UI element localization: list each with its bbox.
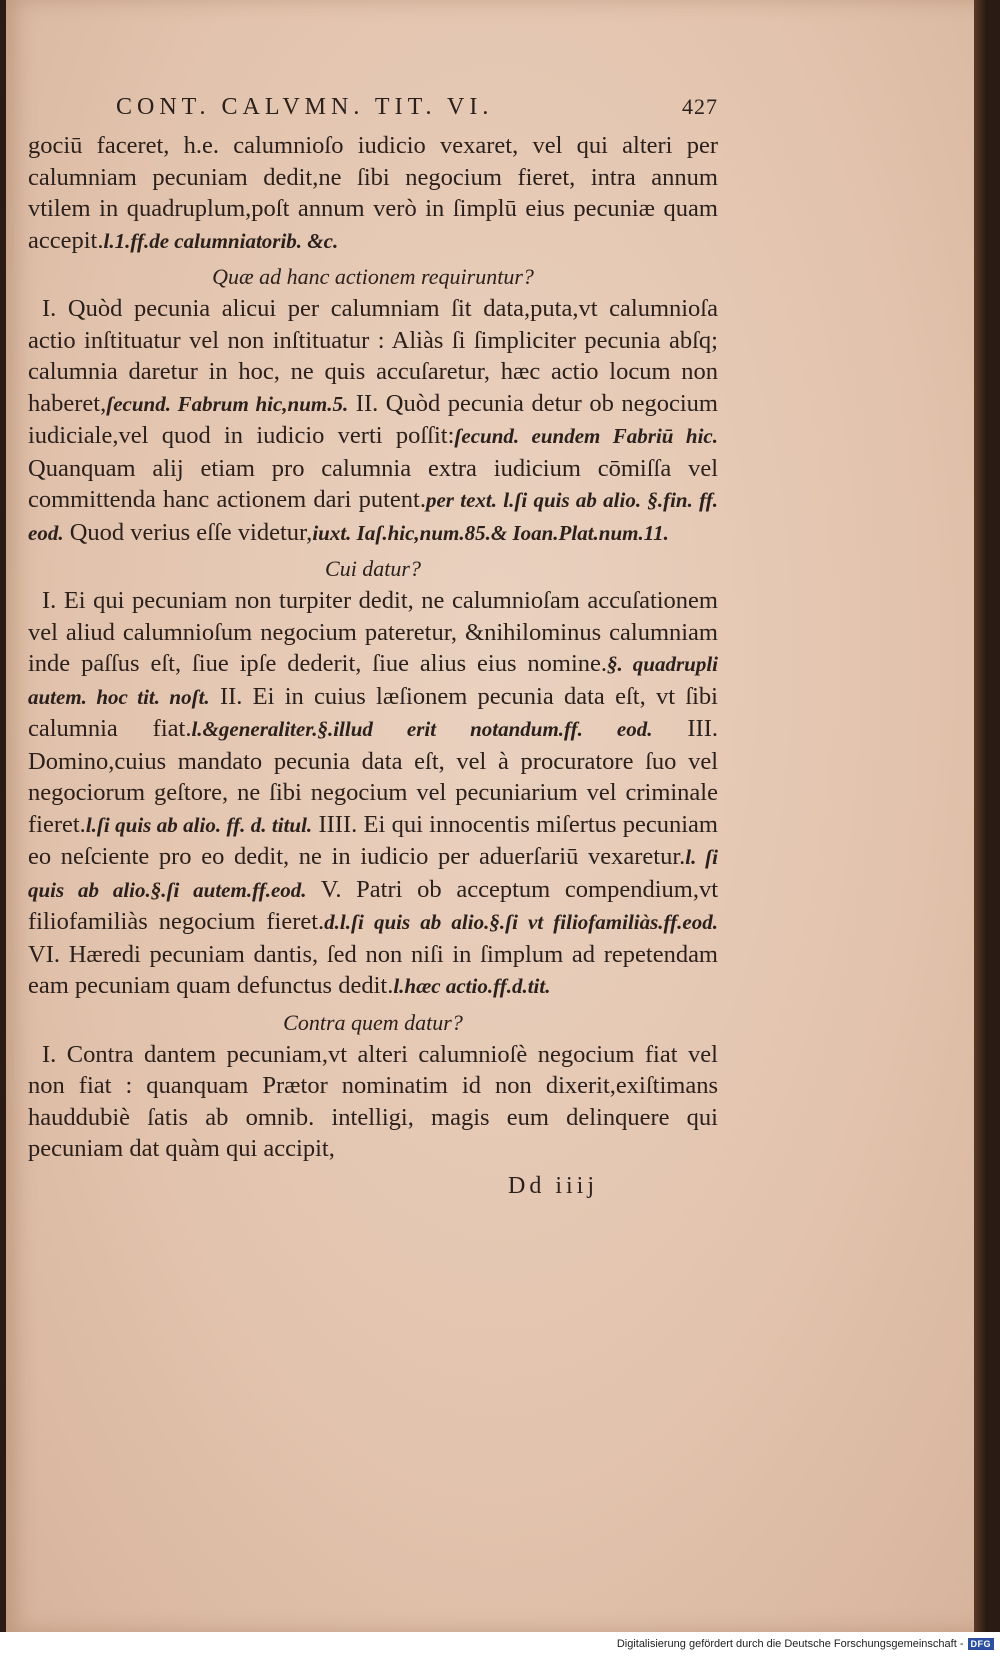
citation: d.l.ſi quis ab alio.§.ſi vt filiofamiliàs.ff.eod. xyxy=(324,910,718,934)
book-spine-edge xyxy=(974,0,988,1632)
book-page xyxy=(6,0,988,1632)
section-heading-requirements: Quæ ad hanc actionem requiruntur? xyxy=(212,264,534,289)
signature-mark: Dd iiij xyxy=(507,1172,598,1199)
paragraph-2-text-3: Quanquam alij etiam pro calumnia extra iudicium cōmiſſa vel committenda hanc actionem dari putent. xyxy=(28,454,718,513)
running-head xyxy=(28,94,718,130)
paragraph-3 xyxy=(28,585,718,1003)
paragraph-3-text-3: III. Domino,cuius mandato pecunia data eſt, vel à procuratore ſuo vel negociorum geſtore, ne ſibi negocium vel pecuniarium vel criminale fieret. xyxy=(28,715,718,838)
text-block xyxy=(28,94,718,1200)
paragraph-2-text-4: Quod verius eſſe videtur, xyxy=(63,518,313,546)
citation: l.&generaliter.§.illud erit notandum.ff. eod. xyxy=(191,717,653,741)
citation: ſecund. Fabrum hic,num.5. xyxy=(106,391,349,416)
paragraph-3-text-1: I. Ei qui pecuniam non turpiter dedit, ne calumnioſam accuſationem vel aliud calumnioſum negocium pateretur, &nihilominus calumniam inde paſſus eſt, ſiue ipſe dederit, ſiue alius eius nomine. xyxy=(28,587,718,677)
paragraph-1-text: gociū faceret, h.e. calumnioſo iudicio vexaret, vel qui alteri per calumniam pecuniam dedit,ne ſibi negocium fieret, intra annum vtilem in quadruplum,poſt annum verò in ſimplū eius pecuniæ quam accepit. xyxy=(28,132,718,254)
paragraph-3-text-2: II. Ei in cuius læſionem pecunia data eſt, vt ſibi calumnia fiat. xyxy=(28,682,718,742)
citation: l. ſi quis ab alio.§.ſi autem.ff.eod. xyxy=(28,845,718,902)
citation: iuxt. Iaſ.hic,num.85.& Ioan.Plat.num.11. xyxy=(312,520,669,545)
citation: l.1.ff.de calumniatorib. &c. xyxy=(103,228,339,253)
paragraph-3-text-4: IIII. Ei qui innocentis miſertus pecuniam eo neſciente pro eo dedit, ne in iudicio per aduerſariū vexaretur. xyxy=(28,810,718,870)
paragraph-1 xyxy=(28,130,718,257)
dfg-logo-icon: DFG xyxy=(968,1638,995,1650)
page-number: 427 xyxy=(682,94,718,119)
section-heading-contra-quem: Contra quem datur? xyxy=(283,1009,463,1035)
citation: l.ſi quis ab alio. ff. d. titul. xyxy=(85,812,313,837)
paragraph-4: I. Contra dantem pecuniam,vt alteri calumnioſè negocium fiat vel non fiat : quanquam Prætor nominatim id non dixerit,exiſtimans hauddubiè ſatis ab omnib. intelligi, magis eum delinquere qui pecuniam dat quàm qui accipit, xyxy=(28,1040,718,1162)
paragraph-2 xyxy=(28,293,718,549)
citation: l.hæc actio.ff.d.tit. xyxy=(393,974,551,998)
section-heading-cui-datur: Cui datur? xyxy=(325,556,421,581)
running-title: CONT. CALVMN. TIT. VI. xyxy=(116,94,494,120)
footer-text: Digitalisierung gefördert durch die Deutsche Forschungsgemeinschaft - xyxy=(616,1638,964,1650)
paragraph-2-text-1: I. Quòd pecunia alicui per calumniam ſit data,puta,vt calumnioſa actio inſtituatur vel non inſtituatur : Aliàs ſi ſimpliciter pecunia abſq; calumnia daretur in hoc, ne quis accuſaretur, hæc actio locum non haberet, xyxy=(28,295,718,417)
paragraph-3-text-5: V. Patri ob acceptum compendium,vt filiofamiliàs negocium fieret. xyxy=(28,875,719,935)
paragraph-2-text-2: II. Quòd pecunia detur ob negocium iudiciale,vel quod in iudicio verti poſſit: xyxy=(28,389,718,449)
citation: per text. l.ſi quis ab alio. §.fin. ff. eod. xyxy=(28,488,718,545)
paragraph-3-text-6: VI. Hæredi pecuniam dantis, ſed non niſi in ſimplum ad repetendam eam pecuniam quam defunctus dedit. xyxy=(28,940,718,999)
digitization-footer xyxy=(0,1632,1000,1656)
citation: §. quadrupli autem. hoc tit. noſt. xyxy=(28,652,718,709)
citation: ſecund. eundem Fabriū hic. xyxy=(454,424,718,448)
